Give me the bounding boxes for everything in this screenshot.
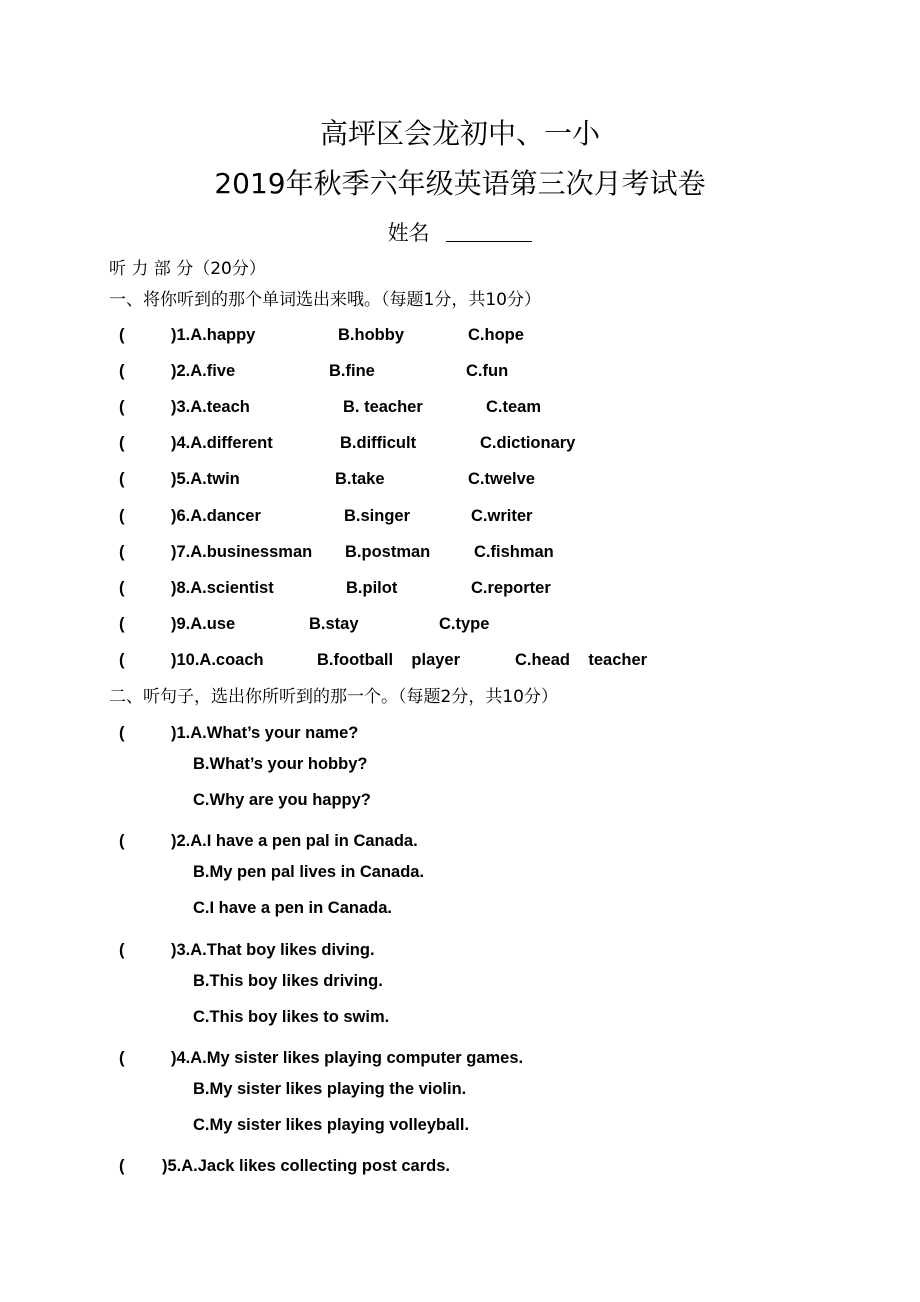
part2-q4-option-b: B.My sister likes playing the violin. bbox=[193, 1080, 467, 1098]
listening-section-title: 听 力 部 分（20分） bbox=[109, 259, 266, 279]
answer-blank[interactable]: ( bbox=[119, 579, 125, 597]
answer-blank[interactable]: ( bbox=[119, 941, 125, 959]
exam-title: 2019年秋季六年级英语第三次月考试卷 bbox=[214, 167, 706, 200]
answer-blank[interactable]: ( bbox=[119, 398, 125, 416]
part1-question-3: ( )3.A.teach B. teacher C.team bbox=[0, 393, 920, 421]
part1-question-2: ( )2.A.five B.fine C.fun bbox=[0, 357, 920, 385]
answer-blank[interactable]: ( bbox=[119, 724, 125, 742]
part2-q2-option-c: C.I have a pen in Canada. bbox=[193, 899, 392, 917]
part2-q3-option-c: C.This boy likes to swim. bbox=[193, 1008, 390, 1026]
answer-blank[interactable]: ( bbox=[119, 543, 125, 561]
answer-blank[interactable]: ( bbox=[119, 651, 125, 669]
answer-blank[interactable]: ( bbox=[119, 470, 125, 488]
answer-blank[interactable]: ( bbox=[119, 832, 125, 850]
part1-question-7: ( )7.A.businessman B.postman C.fishman bbox=[0, 538, 920, 566]
part2-q4-option-c: C.My sister likes playing volleyball. bbox=[193, 1116, 470, 1134]
answer-blank[interactable]: ( bbox=[119, 507, 125, 525]
part1-question-5: ( )5.A.twin B.take C.twelve bbox=[0, 465, 920, 493]
part2-heading: 二、听句子，选出你所听到的那一个。（每题2分，共10分） bbox=[109, 687, 558, 707]
part2-question-5: ( )5.A.Jack likes collecting post cards. bbox=[0, 1152, 920, 1180]
answer-blank[interactable]: ( bbox=[119, 434, 125, 452]
part1-heading: 一、将你听到的那个单词选出来哦。（每题1分，共10分） bbox=[109, 290, 541, 310]
part1-question-9: ( )9.A.use B.stay C.type bbox=[0, 610, 920, 638]
part1-question-1: ( )1.A.happy B.hobby C.hope bbox=[0, 321, 920, 349]
answer-blank[interactable]: ( bbox=[119, 326, 125, 344]
part2-question-1: ( )1.A.What’s your name? bbox=[0, 719, 920, 747]
part2-question-3: ( )3.A.That boy likes diving. bbox=[0, 936, 920, 964]
name-blank-field[interactable] bbox=[446, 219, 532, 242]
answer-blank[interactable]: ( bbox=[119, 1157, 125, 1175]
part1-question-8: ( )8.A.scientist B.pilot C.reporter bbox=[0, 574, 920, 602]
part1-question-10: ( )10.A.coach B.football player C.head teacher bbox=[0, 646, 920, 674]
name-label: 姓名 bbox=[387, 221, 430, 245]
part2-q2-option-b: B.My pen pal lives in Canada. bbox=[193, 863, 425, 881]
part1-question-6: ( )6.A.dancer B.singer C.writer bbox=[0, 502, 920, 530]
part2-question-4: ( )4.A.My sister likes playing computer games. bbox=[0, 1044, 920, 1072]
answer-blank[interactable]: ( bbox=[119, 615, 125, 633]
part2-question-2: ( )2.A.I have a pen pal in Canada. bbox=[0, 827, 920, 855]
answer-blank[interactable]: ( bbox=[119, 362, 125, 380]
exam-school-title: 高坪区会龙初中、一小 bbox=[319, 117, 600, 150]
part1-question-4: ( )4.A.different B.difficult C.dictionary bbox=[0, 429, 920, 457]
part2-q3-option-b: B.This boy likes driving. bbox=[193, 972, 383, 990]
answer-blank[interactable]: ( bbox=[119, 1049, 125, 1067]
student-name-row bbox=[0, 219, 920, 247]
part2-q1-option-b: B.What’s your hobby? bbox=[193, 755, 368, 773]
part2-q1-option-c: C.Why are you happy? bbox=[193, 791, 371, 809]
